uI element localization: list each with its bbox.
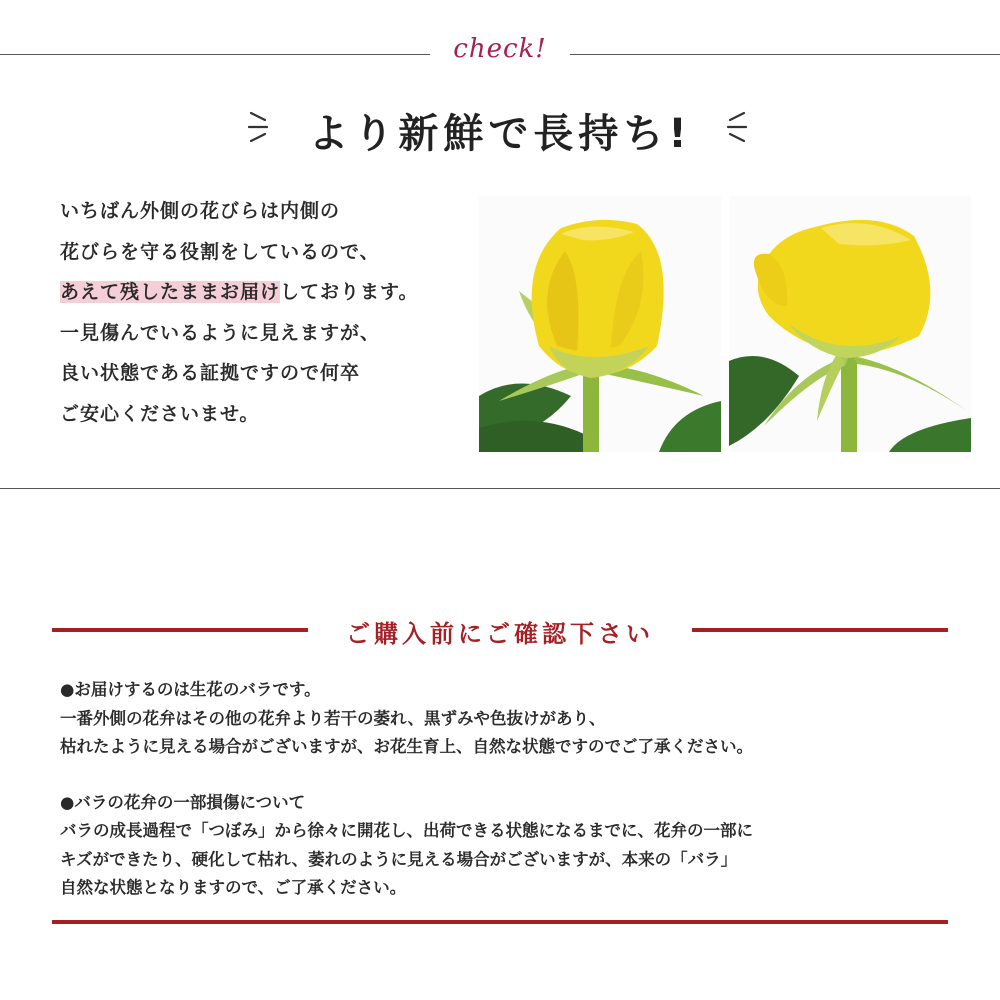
rose-photo-2 — [729, 196, 971, 452]
header-rule-left — [0, 54, 430, 55]
sparkle-right-icon — [722, 105, 748, 149]
header-rule-right — [570, 54, 1000, 55]
notice-title: ご購入前にご確認下さい — [346, 620, 654, 648]
notice-item-heading: ●バラの花弁の一部損傷について — [60, 792, 306, 812]
paragraph-gap — [60, 762, 950, 789]
notice-item-line: バラの成長過程で「つぼみ」から徐々に開花し、出荷できる状態になるまでに、花弁の一部に — [60, 821, 753, 840]
notice-item-line: 一番外側の花弁はその他の花弁より若干の萎れ、黒ずみや色抜けがあり、 — [60, 708, 606, 728]
intro-line: 良い状態である証拠ですので何卒 — [60, 362, 361, 384]
notice-rule-left — [52, 628, 308, 632]
notice-rule-bottom — [52, 920, 948, 924]
notice-item-line: 枯れたように見える場合がございますが、お花生育上、自然な状態ですのでご了承ください。 — [60, 737, 753, 756]
notice-body — [60, 676, 950, 903]
intro-line — [60, 272, 480, 313]
notice-rule-right — [692, 628, 948, 632]
intro-line: いちばん外側の花びらは内側の — [60, 200, 341, 222]
check-label: check! — [453, 34, 547, 64]
intro-text — [60, 191, 480, 434]
notice-item-line: 自然な状態となりますので、ご了承ください。 — [60, 878, 407, 897]
page-title: より新鮮で長持ち! — [308, 111, 692, 157]
intro-line: 花びらを守る役割をしているので、 — [60, 240, 380, 263]
rose-photo-1 — [479, 196, 721, 452]
intro-line-rest: しております。 — [280, 281, 419, 303]
notice-item-line: キズができたり、硬化して枯れ、萎れのように見える場合がございますが、本来の「バラ」 — [60, 849, 738, 869]
notice-item-heading: ●お届けするのは生花のバラです。 — [60, 680, 321, 699]
intro-highlight: あえて残したままお届け — [60, 281, 281, 303]
section-divider — [0, 488, 1000, 489]
intro-line: 一見傷んでいるように見えますが、 — [60, 321, 381, 344]
intro-line: ご安心くださいませ。 — [60, 402, 260, 425]
